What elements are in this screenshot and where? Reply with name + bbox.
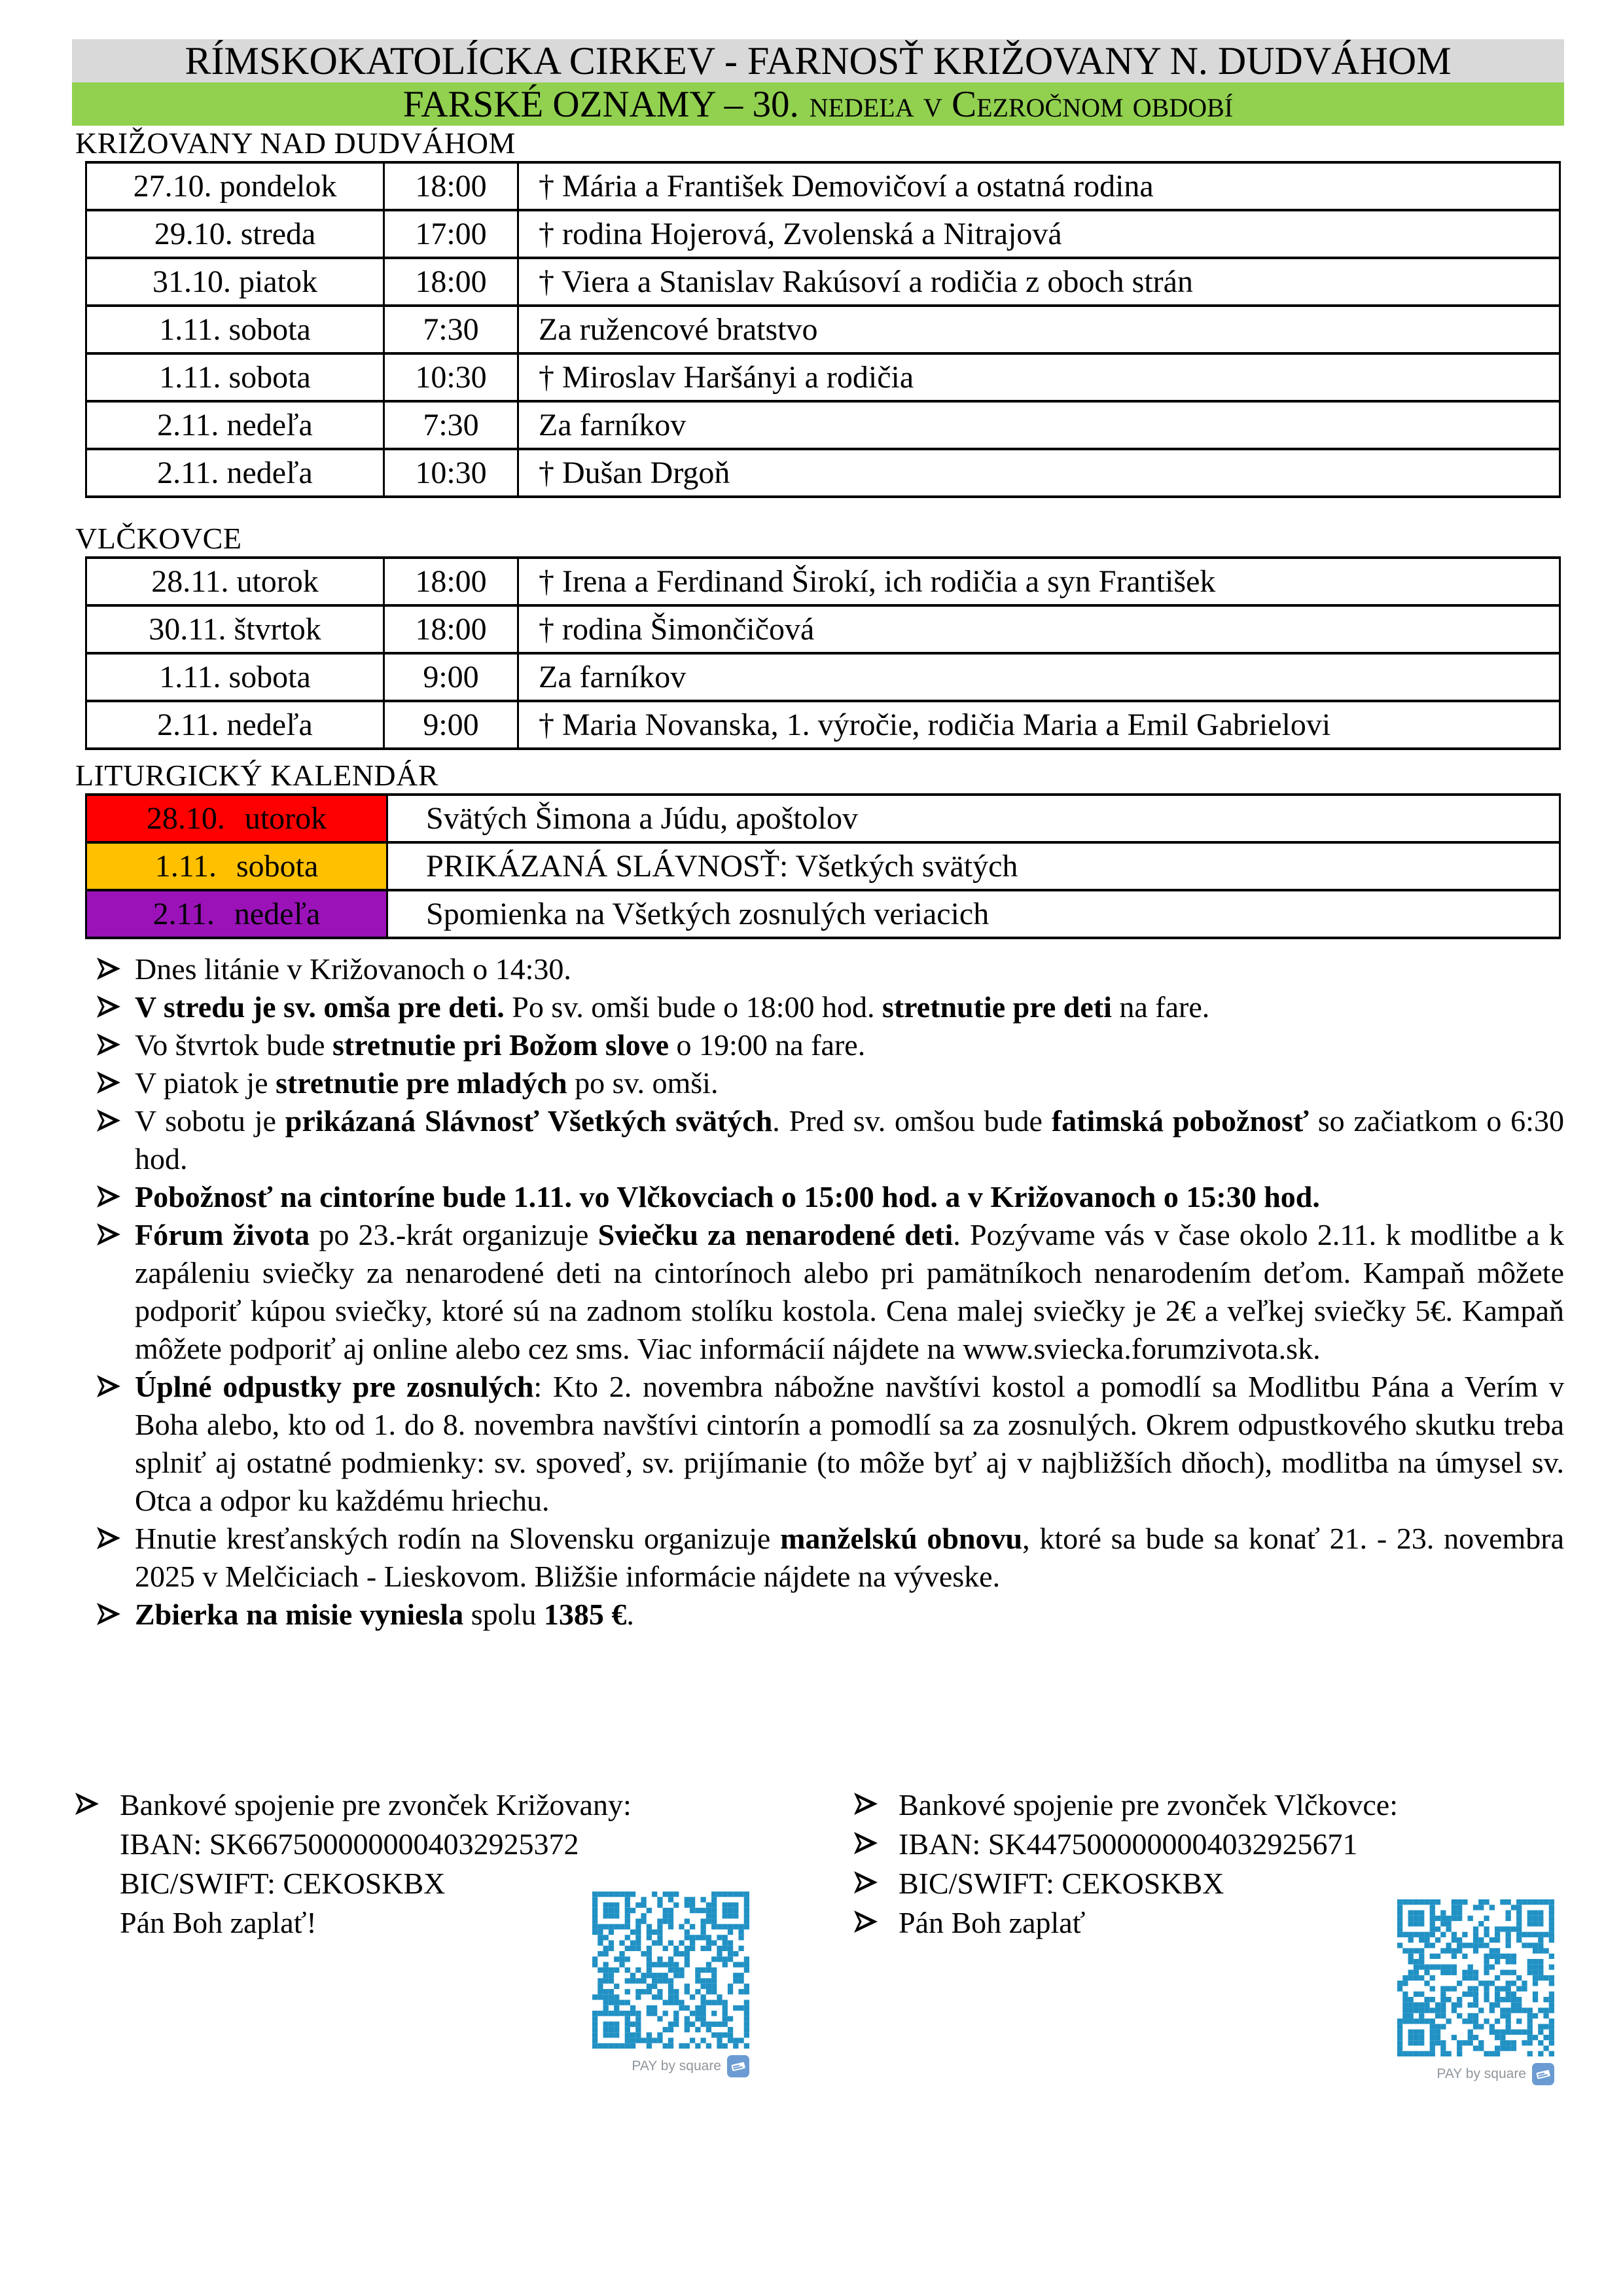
liturgical-date-cell: [86, 842, 387, 890]
mass-row: [86, 353, 1560, 401]
date-cell: 2.11. nedeľa: [86, 401, 384, 449]
date-cell: 1.11. sobota: [86, 353, 384, 401]
announcement-text: . Pozývame vás v čase okolo 2.11. k modlitbe a k zapáleniu sviečky za nenarodené deti na cintorínoch alebo pri pamätníkoch nenarodením deťom. Kampaň môžete podporiť kúpou sviečky, ktoré sú na zadnom stolíku kostola. Cena malej sviečky je 2€ a veľkej sviečky 5€. Kampaň môžete podporiť aj online alebo cez sms. Viac informácií nájdete na www.sviecka.forumzivota.sk.: [135, 1218, 1564, 1365]
announcement-item: [97, 1368, 1564, 1520]
intention-cell: † Miroslav Haršányi a rodičia: [518, 353, 1560, 401]
mass-row: [86, 306, 1560, 353]
liturgical-row: [86, 890, 1560, 938]
announcement-text: Vo štvrtok bude: [135, 1028, 332, 1062]
announcement-text: : Kto 2. novembra nábožne navštívi kostol a pomodlí sa Modlitbu Pána a Verím v Boha alebo, kto od 1. do 8. novembra navštívi cintorín a pomodlí sa za zosnulých. Okrem odpustkového skutku treba splniť aj ostatné podmienky: sv. spoveď, sv. prijímanie (to môže byť aj v najbližších dňoch), modlitba na úmysel sv. Otca a odpor ku každému hriechu.: [135, 1370, 1564, 1517]
bank-info-text: IBAN: SK4475000000004032925671: [899, 1827, 1358, 1861]
announcement-item: [97, 1216, 1564, 1368]
section-title-krizovany: KRIŽOVANY NAD DUDVÁHOM: [75, 126, 516, 160]
qr-payment-block-vlckovce: [1397, 1899, 1554, 2085]
arrow-bullet-icon: [75, 1793, 99, 1815]
announcement-text: V stredu je sv. omša pre deti.: [135, 990, 505, 1024]
liturgical-calendar-table: [85, 793, 1561, 939]
liturgical-date-cell: [86, 795, 387, 842]
intention-cell: Za farníkov: [518, 653, 1560, 701]
arrow-bullet-icon: [97, 1071, 120, 1094]
arrow-bullet-icon: [854, 1793, 878, 1815]
announcement-text: Úplné odpustky pre zosnulých: [135, 1370, 534, 1403]
announcement-item: [97, 1178, 1564, 1216]
mass-row: [86, 210, 1560, 258]
pay-by-square-logo-icon: [1532, 2063, 1554, 2085]
bank-info-line: [854, 1864, 1574, 1903]
mass-row: [86, 401, 1560, 449]
announcements-title-season: nedeľa v Cezročnom období: [809, 83, 1234, 125]
time-cell: 9:00: [384, 653, 518, 701]
announcement-item: [97, 1026, 1564, 1064]
arrow-bullet-icon: [97, 996, 120, 1018]
intention-cell: Za ružencové bratstvo: [518, 306, 1560, 353]
qr-payment-block-krizovany: [592, 1892, 749, 2077]
time-cell: 17:00: [384, 210, 518, 258]
liturgical-weekday: sobota: [236, 849, 319, 884]
mass-row: [86, 258, 1560, 306]
announcement-text: Sviečku za nenarodené deti: [597, 1218, 954, 1251]
announcement-text: na fare.: [1111, 990, 1210, 1024]
date-cell: 28.11. utorok: [86, 558, 384, 605]
announcement-text: fatimská pobožnosť: [1051, 1104, 1309, 1138]
date-cell: 27.10. pondelok: [86, 162, 384, 210]
pay-by-square-logo-icon: [727, 2055, 749, 2077]
qr-caption-row: [592, 2055, 749, 2077]
pay-by-square-qr-code-icon: [1397, 1899, 1554, 2056]
bank-info-line: [75, 1825, 736, 1864]
announcement-text: spolu: [463, 1598, 544, 1631]
bank-info-line: [75, 1785, 736, 1825]
feast-cell: Svätých Šimona a Júdu, apoštolov: [387, 795, 1560, 842]
liturgical-row: [86, 842, 1560, 890]
announcement-text: stretnutie pri Božom slove: [332, 1028, 669, 1062]
arrow-bullet-icon: [854, 1832, 878, 1854]
announcement-text: .: [626, 1598, 634, 1631]
bank-info-text: Pán Boh zaplať: [899, 1906, 1086, 1939]
announcement-item: [97, 1596, 1564, 1634]
announcement-text: . Pred sv. omšou bude: [772, 1104, 1052, 1138]
section-title-vlckovce: VLČKOVCE: [75, 522, 242, 555]
mass-schedule-table-krizovany: [85, 161, 1561, 498]
time-cell: 18:00: [384, 605, 518, 653]
intention-cell: † Dušan Drgoň: [518, 449, 1560, 497]
date-cell: 2.11. nedeľa: [86, 449, 384, 497]
liturgical-date: 1.11.: [154, 849, 217, 884]
announcement-list: [97, 950, 1564, 1634]
announcement-item: [97, 1102, 1564, 1178]
announcements-title-main: FARSKÉ OZNAMY – 30.: [402, 83, 799, 125]
qr-caption: PAY by square: [632, 2058, 721, 2073]
liturgical-date: 28.10.: [146, 801, 225, 836]
arrow-bullet-icon: [97, 1375, 120, 1397]
time-cell: 9:00: [384, 701, 518, 749]
date-cell: 1.11. sobota: [86, 306, 384, 353]
mass-row: [86, 605, 1560, 653]
announcement-text: prikázaná Slávnosť Všetkých svätých: [285, 1104, 773, 1138]
intention-cell: † rodina Hojerová, Zvolenská a Nitrajová: [518, 210, 1560, 258]
arrow-bullet-icon: [97, 1033, 120, 1056]
announcement-text: , ktoré sa bude sa konať 21. - 23. novembra 2025 v Melčiciach - Lieskovom. Bližšie informácie nájdete na výveske.: [135, 1522, 1565, 1593]
announcement-text: stretnutie pre deti: [882, 990, 1112, 1024]
announcement-text: 1385 €: [543, 1598, 627, 1631]
bank-info-line: [854, 1785, 1574, 1825]
arrow-bullet-icon: [97, 1109, 120, 1132]
liturgical-weekday: utorok: [244, 801, 327, 836]
pay-by-square-qr-code-icon: [592, 1892, 749, 2049]
mass-row: [86, 653, 1560, 701]
feast-cell: PRIKÁZANÁ SLÁVNOSŤ: Všetkých svätých: [387, 842, 1560, 890]
announcement-item: [97, 1064, 1564, 1102]
section-title-liturgical-calendar: LITURGICKÝ KALENDÁR: [75, 759, 439, 792]
time-cell: 7:30: [384, 401, 518, 449]
announcement-text: V piatok je: [135, 1066, 276, 1100]
intention-cell: † Maria Novanska, 1. výročie, rodičia Maria a Emil Gabrielovi: [518, 701, 1560, 749]
arrow-bullet-icon: [97, 1185, 120, 1208]
liturgical-date: 2.11.: [152, 897, 215, 931]
bank-info-line: [854, 1825, 1574, 1864]
announcement-item: [97, 950, 1564, 988]
time-cell: 18:00: [384, 558, 518, 605]
parish-title: RÍMSKOKATOLÍCKA CIRKEV - FARNOSŤ KRIŽOVANY N. DUDVÁHOM: [185, 39, 1452, 82]
intention-cell: † rodina Šimončičová: [518, 605, 1560, 653]
liturgical-date-cell: [86, 890, 387, 938]
announcement-text: Dnes litánie v Križovanoch o 14:30.: [135, 952, 571, 986]
announcement-item: [97, 988, 1564, 1026]
bank-info-text: Bankové spojenie pre zvonček Križovany:: [120, 1788, 632, 1821]
date-cell: 1.11. sobota: [86, 653, 384, 701]
arrow-bullet-icon: [97, 1223, 120, 1246]
announcement-text: Fórum života: [135, 1218, 310, 1251]
announcements-title-bar: [72, 82, 1564, 126]
mass-schedule-table-vlckovce: [85, 556, 1561, 750]
announcement-text: o 19:00 na fare.: [669, 1028, 866, 1062]
mass-row: [86, 162, 1560, 210]
mass-row: [86, 449, 1560, 497]
date-cell: 2.11. nedeľa: [86, 701, 384, 749]
liturgical-weekday: nedeľa: [234, 897, 321, 931]
announcement-text: V sobotu je: [135, 1104, 285, 1138]
intention-cell: Za farníkov: [518, 401, 1560, 449]
mass-row: [86, 558, 1560, 605]
time-cell: 7:30: [384, 306, 518, 353]
announcement-text: Hnutie kresťanských rodín na Slovensku organizuje: [135, 1522, 781, 1555]
time-cell: 18:00: [384, 258, 518, 306]
qr-caption-row: [1397, 2063, 1554, 2085]
arrow-bullet-icon: [854, 1910, 878, 1933]
qr-caption: PAY by square: [1436, 2066, 1526, 2081]
announcement-text: manželskú obnovu: [780, 1522, 1023, 1555]
bank-info-text: Pán Boh zaplať!: [120, 1906, 317, 1939]
announcement-text: po sv. omši.: [567, 1066, 719, 1100]
arrow-bullet-icon: [97, 1603, 120, 1625]
time-cell: 18:00: [384, 162, 518, 210]
announcement-item: [97, 1520, 1564, 1596]
feast-cell: Spomienka na Všetkých zosnulých veriacich: [387, 890, 1560, 938]
intention-cell: † Irena a Ferdinand Širokí, ich rodičia a syn František: [518, 558, 1560, 605]
announcement-text: po 23.-krát organizuje: [310, 1218, 598, 1251]
arrow-bullet-icon: [854, 1871, 878, 1893]
announcement-text: stretnutie pre mladých: [276, 1066, 567, 1100]
announcement-text: so začiatkom o 6:30 hod.: [135, 1104, 1564, 1175]
bank-info-text: BIC/SWIFT: CEKOSKBX: [899, 1867, 1224, 1900]
announcement-text: Zbierka na misie vyniesla: [135, 1598, 464, 1631]
mass-row: [86, 701, 1560, 749]
date-cell: 31.10. piatok: [86, 258, 384, 306]
announcement-text: Po sv. omši bude o 18:00 hod.: [504, 990, 882, 1024]
date-cell: 30.11. štvrtok: [86, 605, 384, 653]
arrow-bullet-icon: [97, 958, 120, 980]
intention-cell: † Viera a Stanislav Rakúsoví a rodičia z oboch strán: [518, 258, 1560, 306]
announcement-text: Pobožnosť na cintoríne bude 1.11. vo Vlčkovciach o 15:00 hod. a v Križovanoch o 15:30 hod.: [135, 1180, 1320, 1213]
bank-info-text: BIC/SWIFT: CEKOSKBX: [120, 1867, 446, 1900]
bank-info-text: IBAN: SK6675000000004032925372: [120, 1827, 579, 1861]
bank-info-text: Bankové spojenie pre zvonček Vlčkovce:: [899, 1788, 1398, 1821]
date-cell: 29.10. streda: [86, 210, 384, 258]
liturgical-row: [86, 795, 1560, 842]
arrow-bullet-icon: [97, 1527, 120, 1549]
time-cell: 10:30: [384, 449, 518, 497]
time-cell: 10:30: [384, 353, 518, 401]
parish-title-bar: [72, 39, 1564, 82]
intention-cell: † Mária a František Demovičoví a ostatná rodina: [518, 162, 1560, 210]
